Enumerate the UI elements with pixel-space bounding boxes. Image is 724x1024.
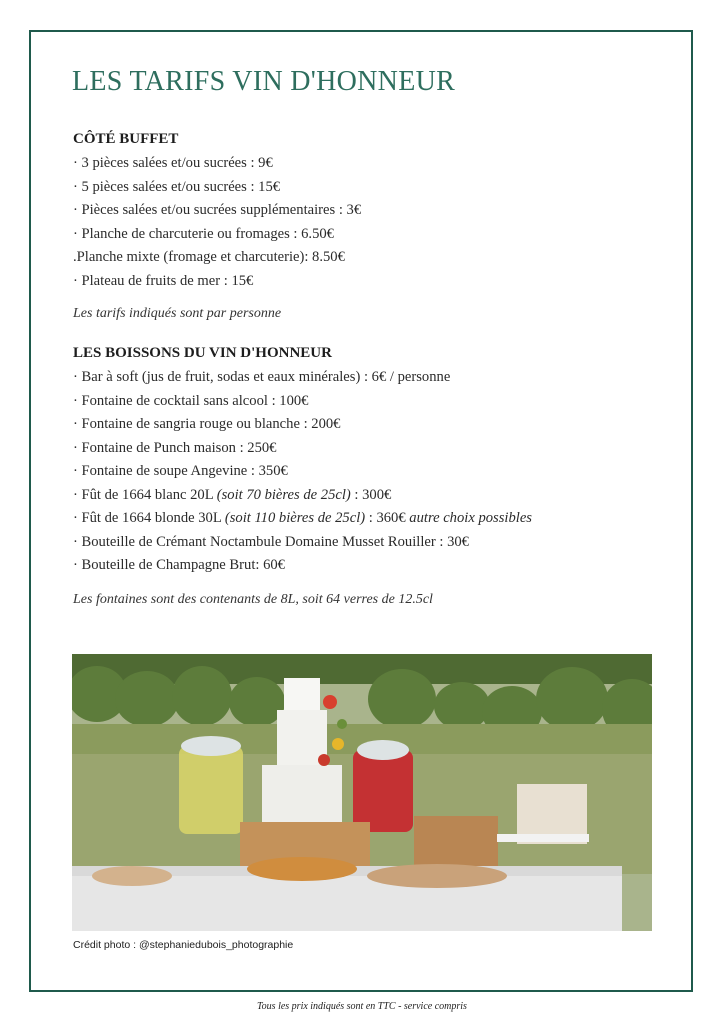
list-item: · 3 pièces salées et/ou sucrées : 9€: [73, 155, 273, 171]
list-item: · Plateau de fruits de mer : 15€: [73, 272, 254, 289]
list-item: · Fontaine de sangria rouge ou blanche : 200€: [73, 416, 341, 432]
footer-note: Tous les prix indiqués sont en TTC - service compris: [257, 1001, 467, 1012]
list-item: · Fût de 1664 blonde 30L (soit 110 bières de 25cl) : 360€ autre choix possibles: [73, 510, 532, 526]
buffet-note: Les tarifs indiqués sont par personne: [73, 306, 282, 321]
list-item: .Planche mixte (fromage et charcuterie): 8.50€: [73, 249, 345, 265]
list-item: · Bouteille de Crémant Noctambule Domaine Musset Rouiller : 30€: [73, 533, 469, 550]
drinks-list: [73, 366, 532, 578]
photo-credit: Crédit photo : @stephaniedubois_photographie: [73, 939, 294, 951]
list-item: · Bouteille de Champagne Brut: 60€: [73, 557, 285, 573]
list-item: · Fontaine de Punch maison : 250€: [73, 439, 277, 456]
page-title: LES TARIFS VIN D'HONNEUR: [72, 66, 456, 97]
drinks-note: Les fontaines sont des contenants de 8L, soit 64 verres de 12.5cl: [73, 592, 433, 607]
buffet-list: [73, 152, 361, 293]
list-item: · Bar à soft (jus de fruit, sodas et eaux minérales) : 6€ / personne: [73, 369, 451, 385]
buffet-table-illustration: [72, 654, 652, 931]
list-item: · Fontaine de cocktail sans alcool : 100€: [73, 392, 309, 409]
list-item: · 5 pièces salées et/ou sucrées : 15€: [73, 178, 281, 195]
list-item: · Pièces salées et/ou sucrées supplémentaires : 3€: [73, 202, 362, 218]
buffet-heading: CÔTÉ BUFFET: [73, 131, 179, 147]
list-item: · Planche de charcuterie ou fromages : 6.50€: [73, 225, 334, 242]
drinks-heading: LES BOISSONS DU VIN D'HONNEUR: [73, 345, 332, 361]
list-item: · Fontaine de soupe Angevine : 350€: [73, 463, 288, 479]
buffet-photo: [72, 654, 652, 931]
list-item: · Fût de 1664 blanc 20L (soit 70 bières de 25cl) : 300€: [73, 486, 392, 503]
